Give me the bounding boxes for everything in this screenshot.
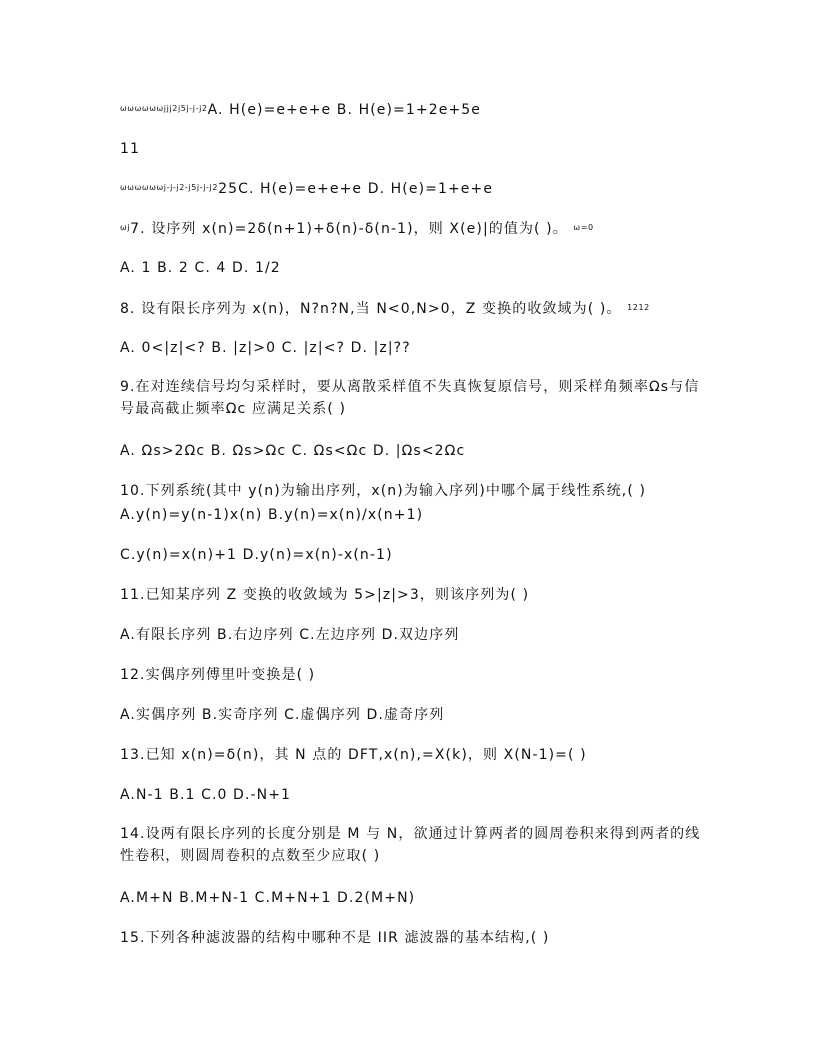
line-text: C.y(n)=x(n)+1 D.y(n)=x(n)-x(n-1) — [120, 547, 393, 563]
line-text: 10.下列系统(其中 y(n)为输出序列，x(n)为输入序列)中哪个属于线性系统,( ) — [120, 483, 647, 499]
question-13 — [120, 745, 710, 765]
q6-options-cd — [120, 178, 710, 199]
line-text: A. 1 B. 2 C. 4 D. 1/2 — [120, 260, 281, 276]
question-9 — [120, 376, 710, 420]
q11-options — [120, 625, 710, 645]
q9-options — [120, 441, 710, 461]
q14-options — [120, 888, 710, 908]
line-text: A.实偶序列 B.实奇序列 C.虚偶序列 D.虚奇序列 — [120, 707, 445, 723]
question-7 — [120, 218, 710, 239]
q6-options-ab — [120, 99, 710, 120]
question-15 — [120, 928, 710, 948]
line-text: A. Ωs>2Ωc B. Ωs>Ωc C. Ωs<Ωc D. |Ωs<2Ωc — [120, 443, 466, 459]
line-text: 7. 设序列 x(n)=2δ(n+1)+δ(n)-δ(n-1)，则 X(e)|的值为( )。 — [130, 221, 568, 237]
line-text: 12.实偶序列傅里叶变换是( ) — [120, 667, 316, 683]
subscript-line — [120, 139, 710, 159]
line-text: A.y(n)=y(n-1)x(n) B.y(n)=x(n)/x(n+1) — [120, 507, 424, 523]
question-11 — [120, 585, 710, 605]
q10-options-ab — [120, 505, 710, 525]
line-text: 8. 设有限长序列为 x(n)，N?n?N,当 N<0,N>0，Z 变换的收敛域为( )。 — [120, 301, 622, 317]
subscript-fragments: ω=0 — [573, 223, 594, 232]
line-text: A.有限长序列 B.右边序列 C.左边序列 D.双边序列 — [120, 627, 460, 643]
line-text: 13.已知 x(n)=δ(n)，其 N 点的 DFT,x(n),=X(k)，则 X(N-1)=( ) — [120, 747, 587, 763]
q7-options — [120, 258, 710, 278]
q10-options-cd — [120, 545, 710, 565]
superscript-fragments: ωωωωωωjjj2j5j-j-j2 — [120, 104, 208, 113]
question-14 — [120, 823, 710, 867]
line-text: A.M+N B.M+N-1 C.M+N+1 D.2(M+N) — [120, 890, 416, 906]
q8-options — [120, 338, 710, 358]
line-text: 14.设两有限长序列的长度分别是 M 与 N，欲通过计算两者的圆周卷积来得到两者的线性卷积，则圆周卷积的点数至少应取( ) — [120, 826, 701, 864]
line-text: A. 0<|z|<? B. |z|>0 C. |z|<? D. |z|?? — [120, 340, 411, 356]
q13-options — [120, 785, 710, 805]
question-12 — [120, 665, 710, 685]
subscript-fragments: 1212 — [627, 303, 650, 312]
question-10 — [120, 481, 710, 501]
line-text: 11 — [120, 141, 141, 157]
line-text: 11.已知某序列 Z 变换的收敛域为 5>|z|>3，则该序列为( ) — [120, 587, 530, 603]
q12-options — [120, 705, 710, 725]
line-text: A.N-1 B.1 C.0 D.-N+1 — [120, 787, 292, 803]
line-text: A. H(e)=e+e+e B. H(e)=1+2e+5e — [207, 102, 481, 118]
superscript-fragments: ωj — [120, 223, 131, 232]
line-text: 25C. H(e)=e+e+e D. H(e)=1+e+e — [218, 181, 494, 197]
line-text: 9.在对连续信号均匀采样时，要从离散采样值不失真恢复原信号，则采样角频率Ωs与信号最高截止频率Ωc 应满足关系( ) — [120, 379, 700, 417]
question-8 — [120, 298, 710, 319]
line-text: 15.下列各种滤波器的结构中哪种不是 IIR 滤波器的基本结构,( ) — [120, 930, 550, 946]
superscript-fragments: ωωωωωωj-j-j2-j5j-j-j2 — [120, 183, 219, 192]
